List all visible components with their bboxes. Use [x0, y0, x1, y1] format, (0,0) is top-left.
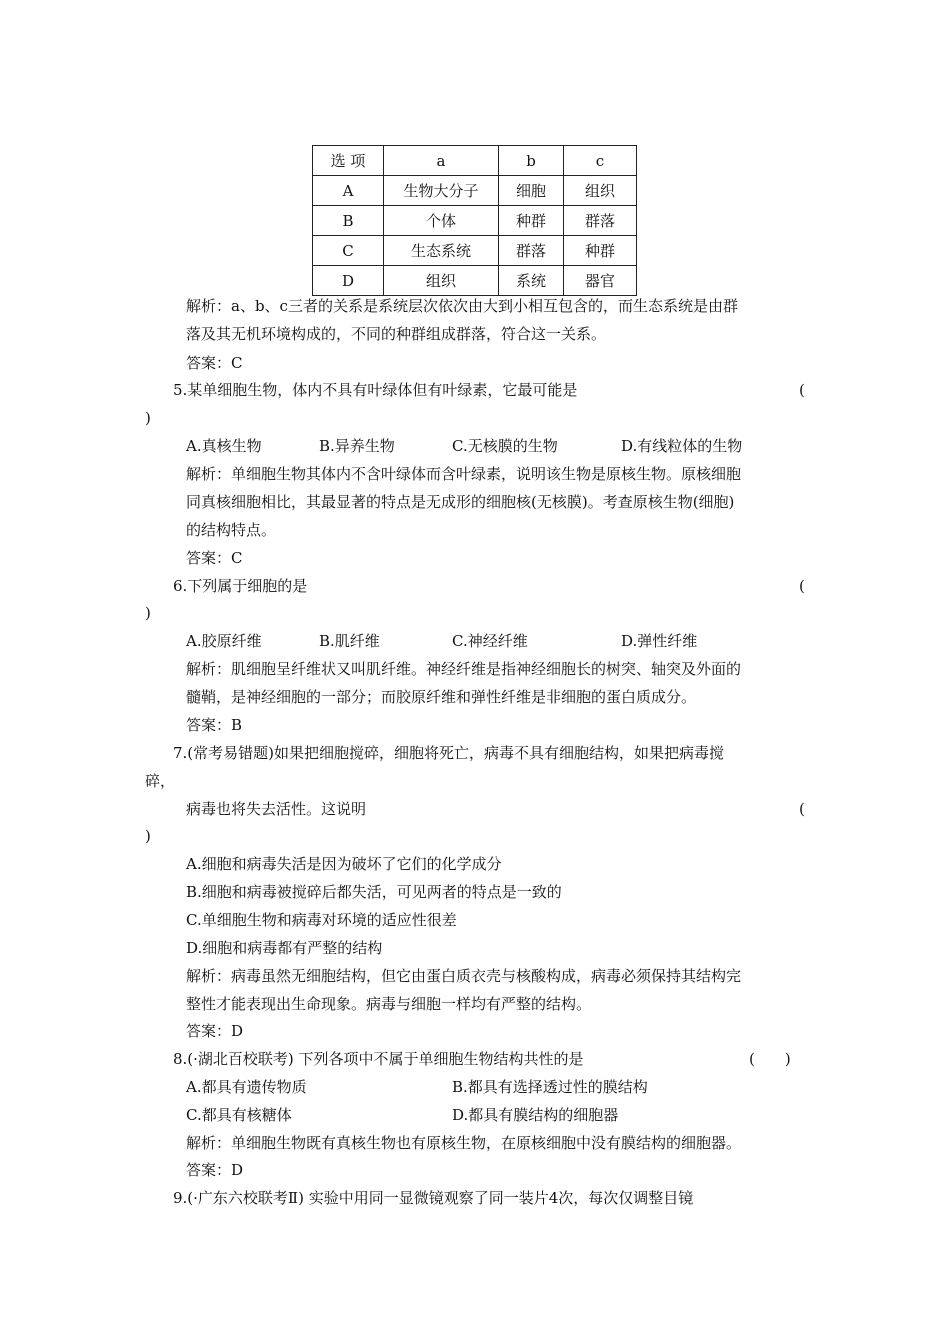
analysis-text: 同真核细胞相比，其最显著的特点是无成形的细胞核(无核膜)。考查原核生物(细胞) — [186, 493, 735, 511]
table-cell: 群落 — [564, 206, 637, 236]
table-row — [313, 266, 637, 296]
analysis-text: 解析：肌细胞呈纤维状又叫肌纤维。神经纤维是指神经细胞长的树突、轴突及外面的 — [186, 660, 742, 678]
answer-paren-close: ) — [145, 409, 151, 427]
analysis-text: 的结构特点。 — [186, 521, 277, 539]
answer-paren-open: ( — [799, 800, 805, 818]
answer-text: 答案：C — [186, 549, 243, 567]
table-cell: 生物大分子 — [384, 176, 499, 206]
question-stem: 病毒也将失去活性。这说明 — [186, 800, 367, 818]
table-cell: 组织 — [564, 176, 637, 206]
table-cell: 细胞 — [499, 176, 564, 206]
question-stem-wrap: 碎， — [145, 772, 176, 790]
option-c: C.都具有核糖体 — [186, 1106, 292, 1124]
table-cell: c — [564, 146, 637, 176]
table-cell: a — [384, 146, 499, 176]
table-cell: 器官 — [564, 266, 637, 296]
table-cell: 选 项 — [313, 146, 384, 176]
option-a: A.细胞和病毒失活是因为破坏了它们的化学成分 — [186, 855, 502, 873]
analysis-text: 解析：a、b、c三者的关系是系统层次依次由大到小相互包含的，而生态系统是由群 — [186, 297, 738, 315]
option-c: C.神经纤维 — [452, 632, 528, 650]
option-b: B.异养生物 — [319, 437, 395, 455]
table-row — [313, 206, 637, 236]
question-stem: 8.(·湖北百校联考) 下列各项中不属于单细胞生物结构共性的是 — [173, 1050, 584, 1068]
question-stem: 5.某单细胞生物，体内不具有叶绿体但有叶绿素，它最可能是 — [173, 381, 578, 399]
table-row — [313, 176, 637, 206]
table-cell: 群落 — [499, 236, 564, 266]
answer-text: 答案：C — [186, 354, 243, 372]
answer-paren-close: ) — [145, 604, 151, 622]
table-cell: b — [499, 146, 564, 176]
answer-text: 答案：B — [186, 716, 243, 734]
table-cell: B — [313, 206, 384, 236]
table-cell: 生态系统 — [384, 236, 499, 266]
option-a: A.都具有遗传物质 — [186, 1078, 307, 1096]
analysis-text: 解析：单细胞生物其体内不含叶绿体而含叶绿素，说明该生物是原核生物。原核细胞 — [186, 465, 742, 483]
option-b: B.都具有选择透过性的膜结构 — [452, 1078, 648, 1096]
answer-paren-close: ) — [145, 827, 151, 845]
question-stem: 9.(·广东六校联考Ⅱ) 实验中用同一显微镜观察了同一装片4次，每次仅调整目镜 — [173, 1189, 694, 1207]
table-row — [313, 236, 637, 266]
table-cell: D — [313, 266, 384, 296]
question-stem: 7.(常考易错题)如果把细胞搅碎，细胞将死亡，病毒不具有细胞结构，如果把病毒搅 — [173, 744, 725, 762]
table-cell: 种群 — [564, 236, 637, 266]
table-cell: 系统 — [499, 266, 564, 296]
analysis-text: 落及其无机环境构成的，不同的种群组成群落，符合这一关系。 — [186, 325, 607, 343]
table-cell: 种群 — [499, 206, 564, 236]
answer-paren-open: ( — [799, 577, 805, 595]
table-cell: 组织 — [384, 266, 499, 296]
option-d: D.弹性纤维 — [621, 632, 698, 650]
table-cell: C — [313, 236, 384, 266]
option-b: B.细胞和病毒被搅碎后都失活，可见两者的特点是一致的 — [186, 883, 562, 901]
option-c: C.单细胞生物和病毒对环境的适应性很差 — [186, 911, 457, 929]
options-table — [312, 145, 637, 296]
analysis-text: 髓鞘，是神经细胞的一部分；而胶原纤维和弹性纤维是非细胞的蛋白质成分。 — [186, 688, 697, 706]
option-d: D.都具有膜结构的细胞器 — [452, 1106, 619, 1124]
option-a: A.胶原纤维 — [186, 632, 262, 650]
option-a: A.真核生物 — [186, 437, 262, 455]
option-d: D.有线粒体的生物 — [621, 437, 743, 455]
analysis-text: 整性才能表现出生命现象。病毒与细胞一样均有严整的结构。 — [186, 995, 592, 1013]
answer-text: 答案：D — [186, 1022, 244, 1040]
analysis-text: 解析：单细胞生物既有真核生物也有原核生物，在原核细胞中没有膜结构的细胞器。 — [186, 1134, 742, 1152]
option-d: D.细胞和病毒都有严整的结构 — [186, 939, 383, 957]
answer-paren: ( ) — [749, 1050, 791, 1068]
answer-paren-open: ( — [799, 381, 805, 399]
option-c: C.无核膜的生物 — [452, 437, 558, 455]
question-stem: 6.下列属于细胞的是 — [173, 577, 308, 595]
table-header-row — [313, 146, 637, 176]
table-cell: 个体 — [384, 206, 499, 236]
answer-text: 答案：D — [186, 1161, 244, 1179]
table-cell: A — [313, 176, 384, 206]
option-b: B.肌纤维 — [319, 632, 380, 650]
analysis-text: 解析：病毒虽然无细胞结构，但它由蛋白质衣壳与核酸构成，病毒必须保持其结构完 — [186, 967, 742, 985]
